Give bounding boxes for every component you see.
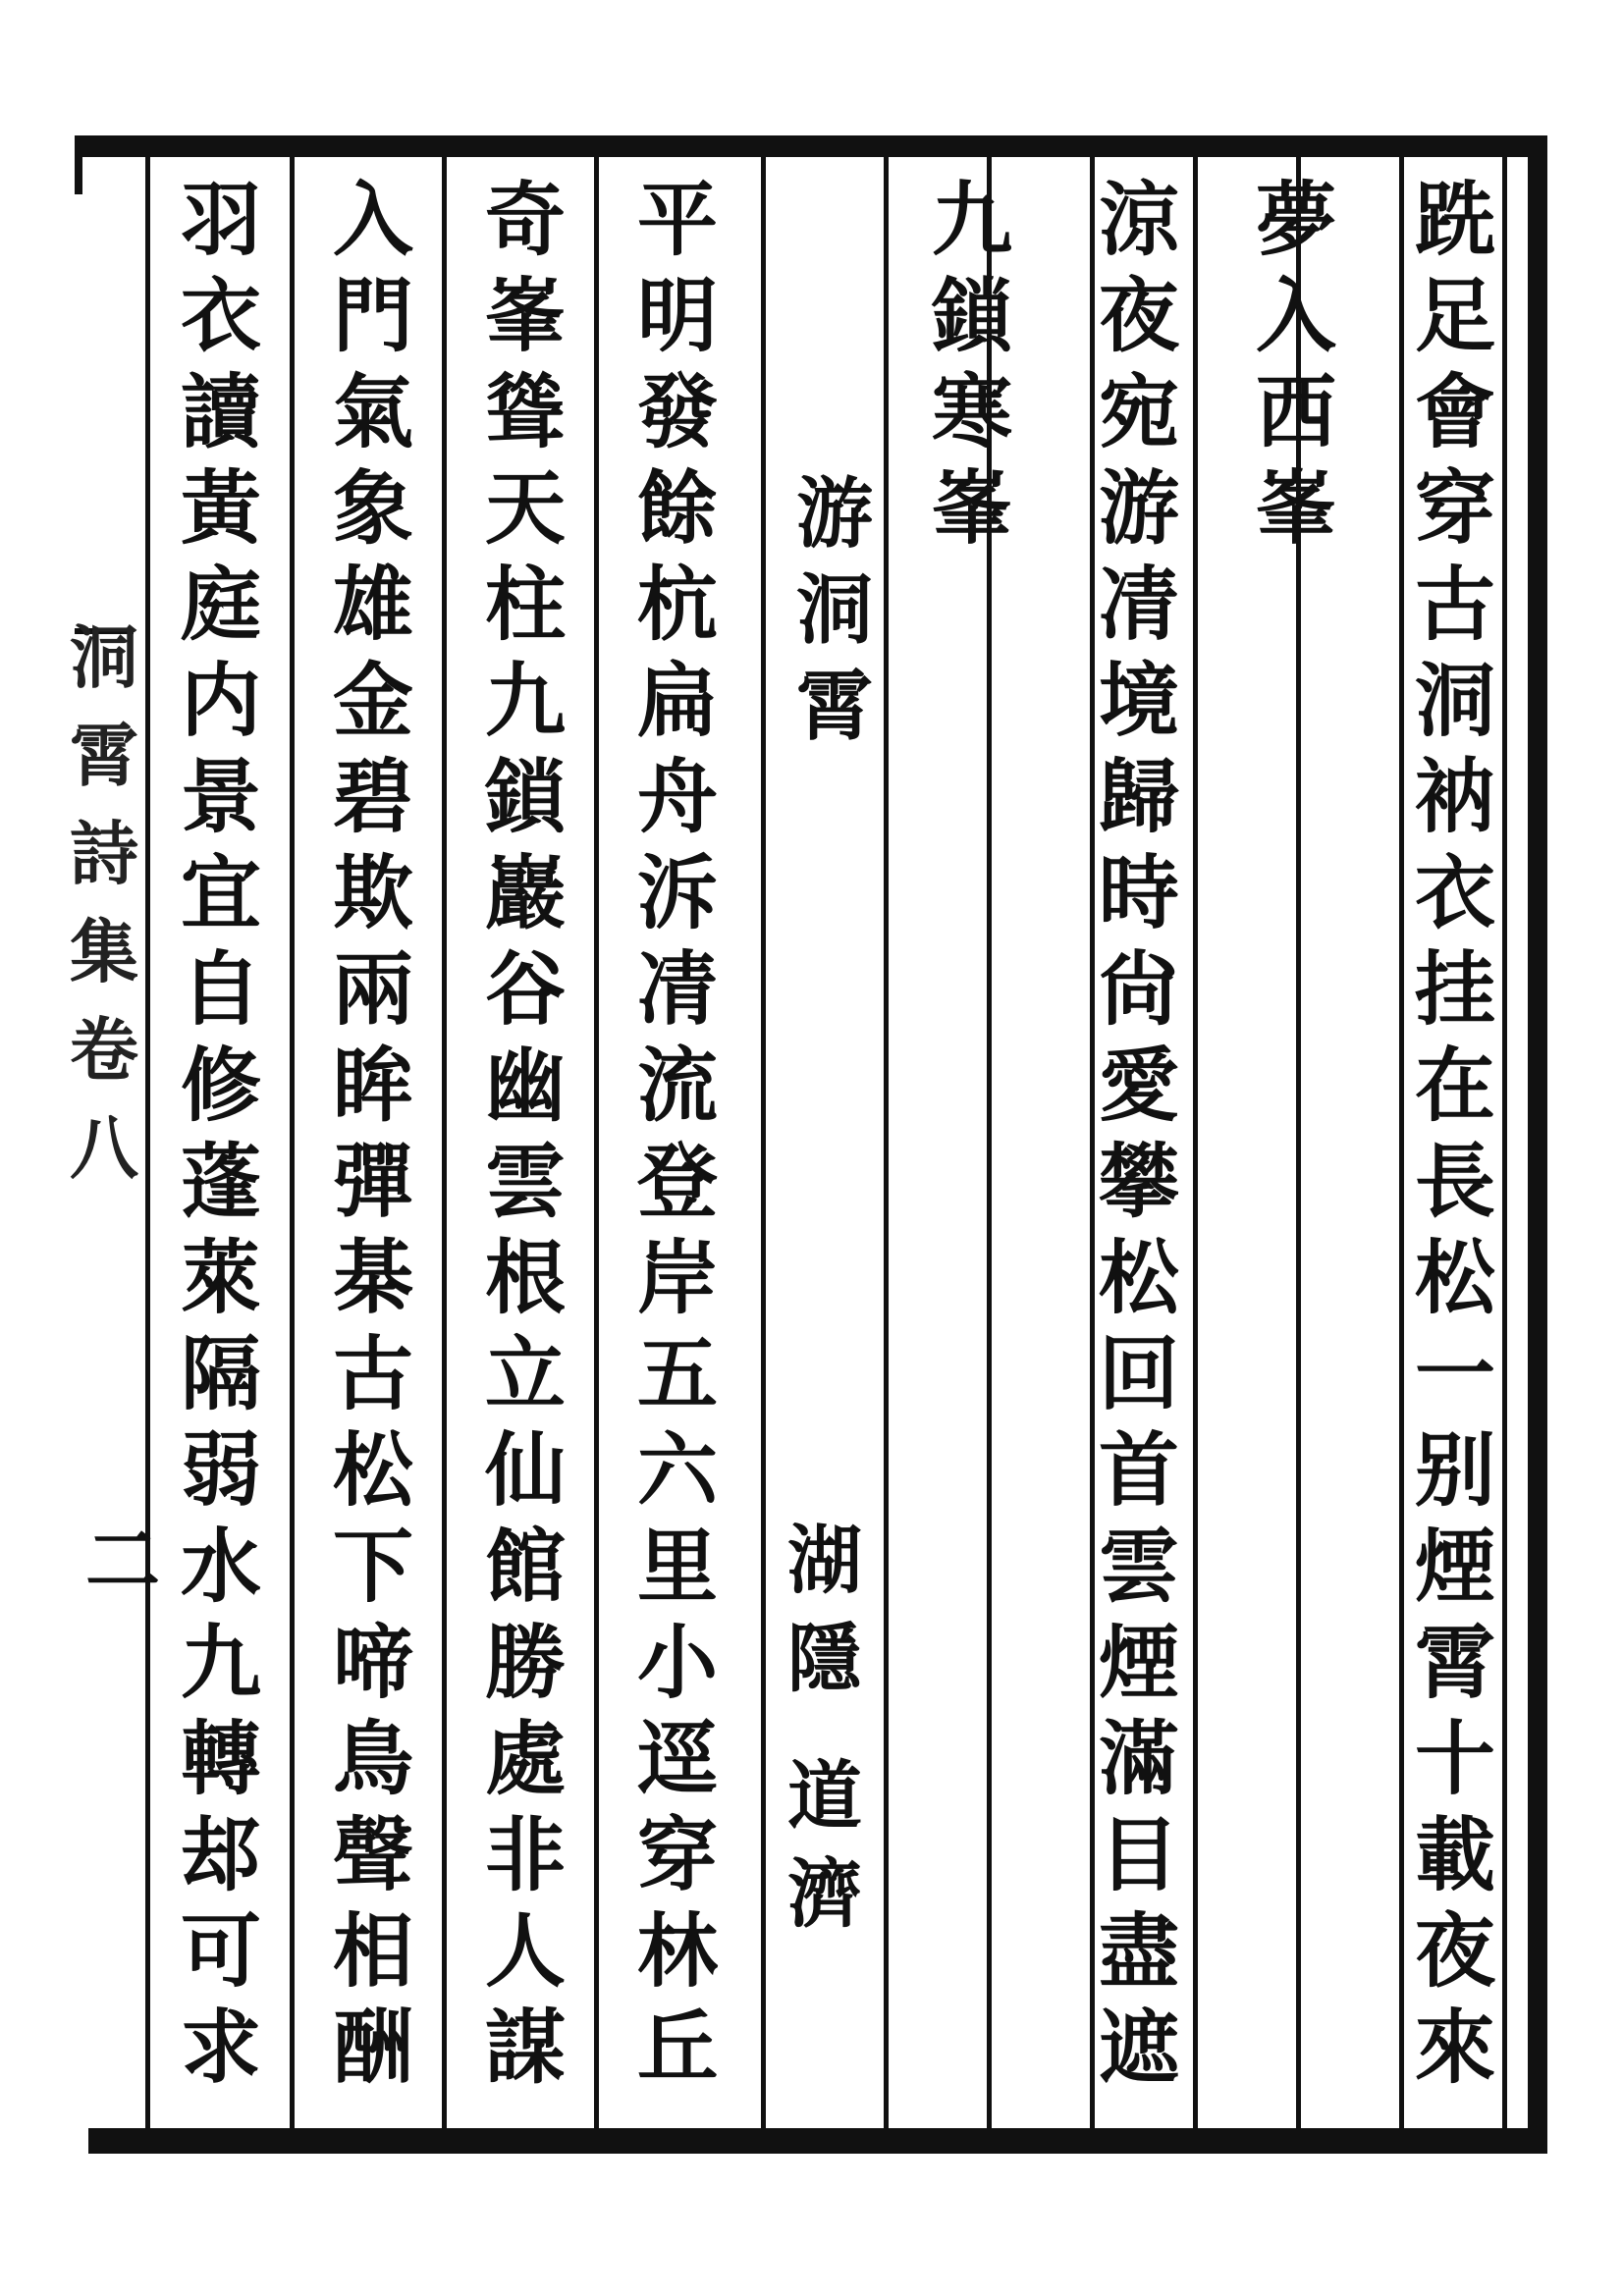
column-char: 平 [636, 173, 718, 267]
column-char: 讀 [180, 365, 261, 459]
column-char: 古 [1414, 558, 1495, 652]
column-char: 首 [1098, 1423, 1179, 1518]
column-char: 雲 [484, 1135, 566, 1229]
page-number: 二 [85, 1517, 160, 1604]
column-char: 弱 [180, 1423, 261, 1518]
column-char: 隔 [180, 1327, 261, 1421]
column-char: 凊 [636, 942, 718, 1037]
column-char: 根 [484, 1231, 566, 1325]
column-char: 門 [332, 269, 413, 363]
column-char: 卷 [70, 1009, 138, 1091]
column-char: 松 [1414, 1231, 1495, 1325]
column-char: 岸 [636, 1231, 718, 1325]
column-char: 餘 [636, 461, 718, 556]
column-char: 遮 [1098, 2001, 1179, 2095]
column-char: 來 [1414, 2001, 1495, 2095]
column-char: 霄 [70, 715, 138, 796]
column-char: 游 [1098, 461, 1179, 556]
column-divider [290, 157, 295, 2128]
column-char: 宛 [1098, 365, 1179, 459]
column-char: 煙 [1414, 1520, 1495, 1614]
column-char: 逕 [636, 1712, 718, 1806]
column-char: 衣 [1414, 846, 1495, 940]
column-char: 宜 [180, 846, 261, 940]
column-char: 攀 [1098, 1135, 1179, 1229]
column-char: 相 [332, 1904, 413, 1999]
column-char: 自 [180, 942, 261, 1037]
column-char: 仙 [484, 1423, 566, 1518]
column-char: 景 [180, 750, 261, 844]
column-divider [1193, 157, 1198, 2128]
column-char: 修 [180, 1039, 261, 1133]
column-char: 雲 [1098, 1520, 1179, 1614]
column-char: 目 [1098, 1808, 1179, 1902]
column-char: 下 [332, 1520, 413, 1614]
text-column-8 [324, 172, 422, 2096]
column-char: 萊 [180, 1231, 261, 1325]
margin-book-title [65, 609, 143, 1198]
column-char: 求 [180, 2001, 261, 2095]
column-char: 舟 [636, 750, 718, 844]
column-char: 立 [484, 1327, 566, 1421]
column-char: 集 [70, 911, 138, 992]
column-char: 登 [636, 1135, 718, 1229]
column-char: 蓬 [180, 1135, 261, 1229]
column-char: 明 [636, 269, 718, 363]
column-char: 游 [795, 469, 873, 559]
column-char: 柱 [484, 558, 566, 652]
column-char: 跣 [1414, 173, 1495, 267]
column-char: 兩 [332, 942, 413, 1037]
column-char: 入 [332, 173, 413, 267]
column-char: 别 [1414, 1423, 1495, 1518]
column-divider [442, 157, 447, 2128]
column-char: 時 [1098, 846, 1179, 940]
column-char: 寒 [931, 365, 1012, 459]
column-char: 九 [484, 654, 566, 748]
column-char: 長 [1414, 1135, 1495, 1229]
column-char: 羽 [180, 173, 261, 267]
column-char: 煙 [1098, 1616, 1179, 1710]
column-char: 西 [1255, 365, 1336, 459]
column-char: 奇 [484, 173, 566, 267]
text-column-9 [172, 172, 270, 2096]
column-char: 足 [1414, 269, 1495, 363]
column-char: 幽 [484, 1039, 566, 1133]
column-divider [884, 157, 889, 2128]
text-column-4 [923, 172, 1021, 557]
column-char: 眸 [332, 1039, 413, 1133]
text-column-3 [1090, 172, 1188, 2096]
column-char: 鎖 [484, 750, 566, 844]
column-char: 愛 [1098, 1039, 1179, 1133]
column-char: 小 [636, 1616, 718, 1710]
column-char: 洞 [1414, 654, 1495, 748]
column-char: 丘 [636, 2001, 718, 2095]
column-char: 五 [636, 1327, 718, 1421]
column-char: 穿 [1414, 461, 1495, 556]
column-char: 挂 [1414, 942, 1495, 1037]
column-char: 松 [332, 1423, 413, 1518]
column-char: 八 [70, 1107, 138, 1189]
column-char: 氣 [332, 365, 413, 459]
column-char: 内 [180, 654, 261, 748]
column-char: 十 [1414, 1712, 1495, 1806]
column-char: 在 [1414, 1039, 1495, 1133]
column-char: 凊 [1098, 558, 1179, 652]
column-char: 衲 [1414, 750, 1495, 844]
frame-top-border [75, 135, 1547, 157]
column-char: 人 [484, 1904, 566, 1999]
column-divider [594, 157, 599, 2128]
column-char: 謀 [484, 2001, 566, 2095]
column-char: 涼 [1098, 173, 1179, 267]
column-char: 洞 [70, 616, 138, 698]
column-char: 衣 [180, 269, 261, 363]
column-char: 歸 [1098, 750, 1179, 844]
frame-right-border [1528, 135, 1547, 2154]
column-char: 峯 [931, 461, 1012, 556]
column-char: 霄 [795, 662, 873, 751]
column-char: 聲 [332, 1808, 413, 1902]
frame-bottom-border [88, 2128, 1547, 2154]
column-char: 峯 [484, 269, 566, 363]
column-char: 九 [180, 1616, 261, 1710]
column-char: 夜 [1414, 1904, 1495, 1999]
column-char: 彈 [332, 1135, 413, 1229]
author-name-char: 道 [787, 1752, 862, 1840]
author-column [776, 1512, 874, 1944]
column-char: 聳 [484, 365, 566, 459]
text-column-2 [1247, 172, 1345, 557]
column-char: 處 [484, 1712, 566, 1806]
column-char: 館 [484, 1520, 566, 1614]
column-char: 夢 [1255, 173, 1336, 267]
column-char: 扁 [636, 654, 718, 748]
column-char: 巖 [484, 846, 566, 940]
column-char: 一 [1414, 1327, 1495, 1421]
column-char: 九 [931, 173, 1012, 267]
poem-title-column [785, 466, 884, 755]
column-char: 水 [180, 1520, 261, 1614]
column-char: 會 [1414, 365, 1495, 459]
column-char: 回 [1098, 1327, 1179, 1421]
column-char: 松 [1098, 1231, 1179, 1325]
column-divider [761, 157, 766, 2128]
text-column-1 [1406, 172, 1504, 2096]
column-char: 夜 [1098, 269, 1179, 363]
column-char: 載 [1414, 1808, 1495, 1902]
column-char: 黃 [180, 461, 261, 556]
author-name-char: 濟 [787, 1850, 862, 1938]
column-char: 庭 [180, 558, 261, 652]
text-column-7 [476, 172, 574, 2096]
column-char: 盡 [1098, 1904, 1179, 1999]
column-char: 啼 [332, 1616, 413, 1710]
frame-left-corner [75, 135, 82, 194]
column-char: 酬 [332, 2001, 413, 2095]
column-char: 古 [332, 1327, 413, 1421]
column-char: 非 [484, 1808, 566, 1902]
column-char: 轉 [180, 1712, 261, 1806]
column-char: 金 [332, 654, 413, 748]
column-char: 象 [332, 461, 413, 556]
column-char: 棊 [332, 1231, 413, 1325]
column-char: 鳥 [332, 1712, 413, 1806]
column-char: 滿 [1098, 1712, 1179, 1806]
column-char: 發 [636, 365, 718, 459]
column-char: 境 [1098, 654, 1179, 748]
column-char: 欺 [332, 846, 413, 940]
column-char: 詩 [70, 813, 138, 894]
column-char: 杭 [636, 558, 718, 652]
text-column-6 [628, 172, 727, 2096]
column-char: 六 [636, 1423, 718, 1518]
column-char: 勝 [484, 1616, 566, 1710]
column-char: 泝 [636, 846, 718, 940]
column-char: 尙 [1098, 942, 1179, 1037]
column-char: 穿 [636, 1808, 718, 1902]
column-char: 霄 [1414, 1616, 1495, 1710]
column-divider [1399, 157, 1404, 2128]
column-char: 鎖 [931, 269, 1012, 363]
column-char: 洞 [795, 565, 873, 655]
column-char: 林 [636, 1904, 718, 1999]
author-name-char: 隱 [787, 1615, 862, 1702]
column-char: 可 [180, 1904, 261, 1999]
column-char: 雄 [332, 558, 413, 652]
column-char: 天 [484, 461, 566, 556]
column-divider [145, 157, 150, 2128]
column-char: 峯 [1255, 461, 1336, 556]
column-char: 谷 [484, 942, 566, 1037]
column-char: 流 [636, 1039, 718, 1133]
column-char: 碧 [332, 750, 413, 844]
column-char: 入 [1255, 269, 1336, 363]
column-char: 𨚫 [180, 1808, 261, 1902]
column-char: 里 [636, 1520, 718, 1614]
author-name-char: 湖 [787, 1517, 862, 1604]
